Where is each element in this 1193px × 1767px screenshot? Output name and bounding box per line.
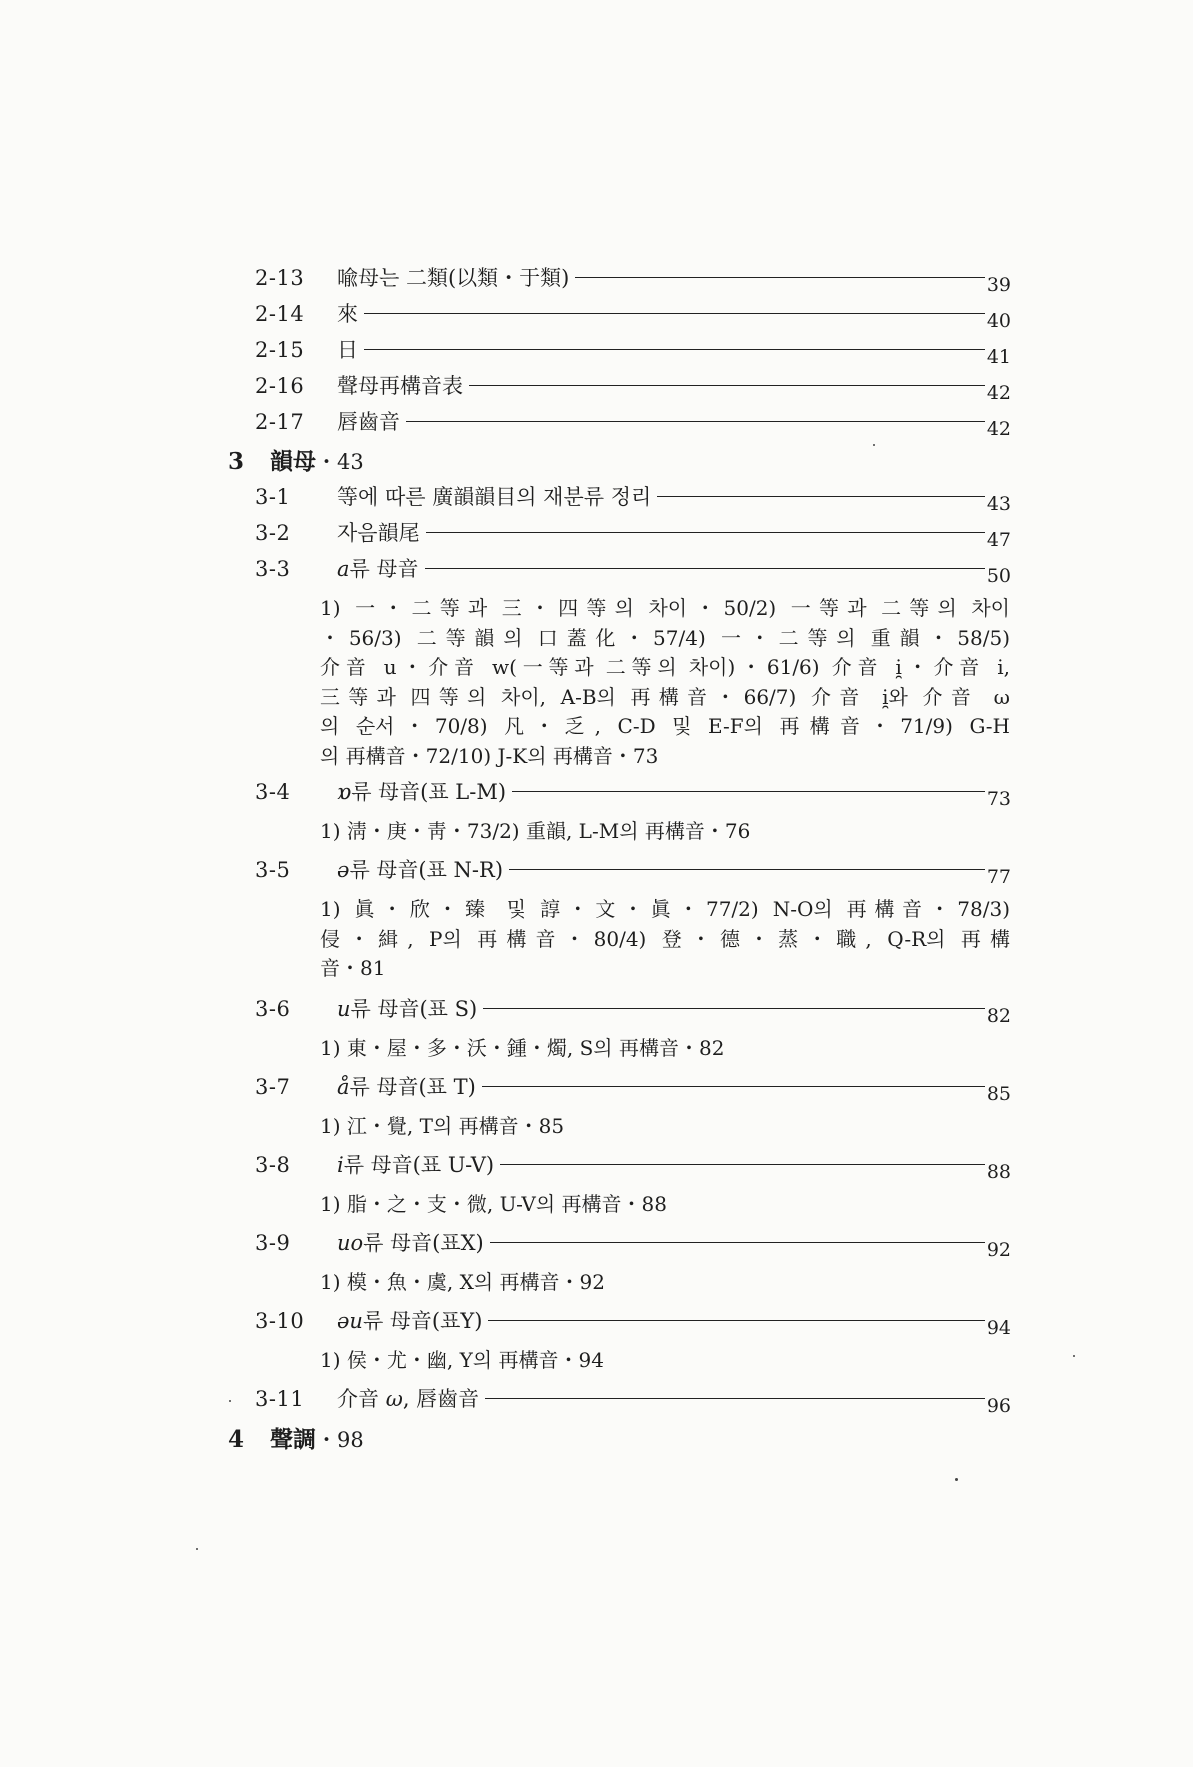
- entry-title-text: 류 母音(표 U-V): [343, 1153, 495, 1177]
- chapter-3-heading: [228, 443, 364, 479]
- entry-title-text: 류 母音: [349, 557, 419, 581]
- note-line: 音・81: [320, 956, 386, 980]
- entry-page: 40: [986, 310, 1011, 332]
- scan-speck: [196, 1548, 198, 1550]
- toc-entry-2-15: [255, 334, 1011, 370]
- toc-entry-3-1: [255, 481, 1011, 517]
- toc-entry-3-10: [255, 1305, 1011, 1341]
- note-line: 介音 u・介音 w(一等과 二等의 차이)・61/6) 介音 i̯・介音 i,: [320, 655, 1010, 679]
- chapter-4-heading: [228, 1421, 364, 1457]
- chapter-number: 3: [228, 448, 245, 475]
- chapter-page: ・98: [316, 1428, 364, 1452]
- entry-page: 39: [986, 274, 1011, 296]
- entry-page: 50: [986, 565, 1011, 587]
- entry-page: 77: [986, 866, 1011, 888]
- toc-entry-3-6: [255, 993, 1011, 1029]
- dot-leader: [512, 791, 985, 792]
- dot-leader: [575, 277, 984, 278]
- entry-number: 3-7: [255, 1075, 291, 1099]
- entry-number: 3-8: [255, 1153, 291, 1177]
- dot-leader: [364, 313, 985, 314]
- entry-title: 喩母는 二類(以類・于類): [337, 266, 570, 290]
- vowel-symbol: u: [337, 997, 351, 1021]
- entry-number: 2-14: [255, 302, 305, 326]
- entry-title: 唇齒音: [337, 410, 400, 434]
- entry-number: 3-5: [255, 858, 291, 882]
- entry-page: 43: [986, 493, 1011, 515]
- entry-title: 聲母再構音表: [337, 374, 463, 398]
- chapter-title: 聲調: [270, 1426, 316, 1453]
- toc-entry-2-14: [255, 298, 1011, 334]
- entry-number: 3-11: [255, 1387, 305, 1411]
- entry-number: 2-16: [255, 374, 305, 398]
- toc-entry-3-9: [255, 1227, 1011, 1263]
- entry-title-text: 류 母音(표X): [363, 1231, 484, 1255]
- note-line: 의 순서・70/8) 凡・乏, C-D 및 E-F의 再構音・71/9) G-H: [320, 714, 1010, 738]
- toc-entry-2-17: [255, 406, 1011, 442]
- entry-title-text: 류 母音(표 N-R): [349, 858, 504, 882]
- subtopic-note-3-7: [320, 1112, 1010, 1142]
- entry-title: [337, 1227, 490, 1257]
- toc-entry-3-7: [255, 1071, 1011, 1107]
- toc-entry-2-16: [255, 370, 1011, 406]
- entry-page: 42: [986, 418, 1011, 440]
- entry-title: [337, 1383, 485, 1413]
- subtopic-note-3-10: [320, 1346, 1010, 1376]
- subtopic-note-3-9: [320, 1268, 1010, 1298]
- entry-title: [337, 1305, 488, 1335]
- vowel-symbol: ω: [385, 1387, 403, 1411]
- chapter-page: ・43: [316, 450, 364, 474]
- toc-entry-2-13: [255, 262, 1011, 298]
- entry-number: 3-9: [255, 1231, 291, 1255]
- entry-title: [337, 1071, 482, 1101]
- toc-entry-3-2: [255, 517, 1011, 553]
- entry-number: 2-13: [255, 266, 305, 290]
- entry-page: 94: [986, 1317, 1011, 1339]
- entry-page: 92: [986, 1239, 1011, 1261]
- dot-leader: [485, 1398, 985, 1399]
- entry-title: [337, 553, 425, 583]
- note-line: 1) 江・覺, T의 再構音・85: [320, 1114, 565, 1138]
- subtopic-note-3-3: [320, 594, 1010, 771]
- vowel-symbol: a: [337, 557, 350, 581]
- scan-speck: [955, 1478, 958, 1481]
- entry-number: 2-15: [255, 338, 305, 362]
- note-line: 1) 脂・之・支・微, U-V의 再構音・88: [320, 1192, 667, 1216]
- entry-title-text: 류 母音(표Y): [362, 1309, 483, 1333]
- vowel-symbol: i: [337, 1153, 344, 1177]
- dot-leader: [483, 1008, 985, 1009]
- dot-leader: [426, 532, 985, 533]
- toc-entry-3-5: [255, 854, 1011, 890]
- entry-number: 3-6: [255, 997, 291, 1021]
- dot-leader: [488, 1320, 984, 1321]
- subtopic-note-3-6: [320, 1034, 1010, 1064]
- entry-page: 82: [986, 1005, 1011, 1027]
- toc-entry-3-4: [255, 776, 1011, 812]
- subtopic-note-3-4: [320, 817, 1010, 847]
- vowel-symbol: ə: [337, 858, 350, 882]
- dot-leader: [364, 349, 985, 350]
- dot-leader: [482, 1086, 985, 1087]
- entry-title-text: 류 母音(표 S): [350, 997, 478, 1021]
- entry-page: 73: [986, 788, 1011, 810]
- entry-title-text: 류 母音(표 L-M): [351, 780, 507, 804]
- entry-title: 日: [337, 338, 358, 362]
- entry-page: 88: [986, 1161, 1011, 1183]
- toc-entry-3-8: [255, 1149, 1011, 1185]
- toc-entry-3-11: [255, 1383, 1011, 1419]
- entry-number: 3-3: [255, 557, 291, 581]
- entry-page: 47: [986, 529, 1011, 551]
- entry-page: 85: [986, 1083, 1011, 1105]
- note-line: 1) 侯・尤・幽, Y의 再構音・94: [320, 1348, 604, 1372]
- note-line: 三等과 四等의 차이, A-B의 再構音・66/7) 介音 i̯와 介音 ω: [320, 684, 1010, 709]
- entry-title-text: 류 母音(표 T): [349, 1075, 476, 1099]
- entry-title-text: , 唇齒音: [402, 1387, 480, 1411]
- note-line: 1) 淸・庚・靑・73/2) 重韻, L-M의 再構音・76: [320, 819, 751, 843]
- entry-title-prefix: 介音: [337, 1387, 386, 1411]
- entry-title: 來: [337, 302, 358, 326]
- dot-leader: [657, 496, 985, 497]
- note-line: 侵・緝, P의 再構音・80/4) 登・德・蒸・職, Q-R의 再構: [320, 926, 1010, 951]
- dot-leader: [500, 1164, 985, 1165]
- entry-number: 3-10: [255, 1309, 305, 1333]
- entry-title: [337, 1149, 500, 1179]
- entry-title: [337, 776, 512, 806]
- dot-leader: [469, 385, 985, 386]
- entry-number: 2-17: [255, 410, 305, 434]
- entry-title: 等에 따른 廣韻韻目의 재분류 정리: [337, 485, 652, 509]
- entry-number: 3-4: [255, 780, 291, 804]
- dot-leader: [509, 869, 985, 870]
- entry-number: 3-1: [255, 485, 291, 509]
- toc-entry-3-3: [255, 553, 1011, 589]
- entry-title: [337, 854, 509, 884]
- chapter-title: 韻母: [270, 448, 316, 475]
- vowel-symbol: å: [337, 1075, 350, 1099]
- note-line: ・56/3) 二等韻의 口蓋化・57/4) 一・二等의 重韻・58/5): [320, 625, 1010, 650]
- note-line: 1) 眞・欣・臻 및 諄・文・眞・77/2) N-O의 再構音・78/3): [320, 897, 1010, 921]
- chapter-number: 4: [228, 1426, 245, 1453]
- dot-leader: [490, 1242, 985, 1243]
- entry-page: 41: [986, 346, 1011, 368]
- subtopic-note-3-5: [320, 895, 1010, 984]
- dot-leader: [425, 568, 985, 569]
- vowel-symbol: uo: [337, 1231, 364, 1255]
- entry-page: 96: [986, 1395, 1011, 1417]
- scan-speck: [229, 1400, 231, 1402]
- subtopic-note-3-8: [320, 1190, 1010, 1220]
- vowel-symbol: əu: [337, 1309, 363, 1333]
- entry-page: 42: [986, 382, 1011, 404]
- note-line: 1) 模・魚・虞, X의 再構音・92: [320, 1270, 605, 1294]
- entry-number: 3-2: [255, 521, 291, 545]
- entry-title: 자음韻尾: [337, 521, 420, 545]
- note-line: 1) 一・二等과 三・四等의 차이・50/2) 一等과 二等의 차이: [320, 596, 1010, 620]
- scan-speck: [873, 444, 875, 446]
- dot-leader: [406, 421, 985, 422]
- vowel-symbol: ɒ: [337, 780, 352, 804]
- scan-speck: [1073, 1355, 1075, 1357]
- entry-title: [337, 993, 483, 1023]
- note-line: 의 再構音・72/10) J-K의 再構音・73: [320, 743, 659, 768]
- note-line: 1) 東・屋・多・沃・鍾・燭, S의 再構音・82: [320, 1036, 725, 1060]
